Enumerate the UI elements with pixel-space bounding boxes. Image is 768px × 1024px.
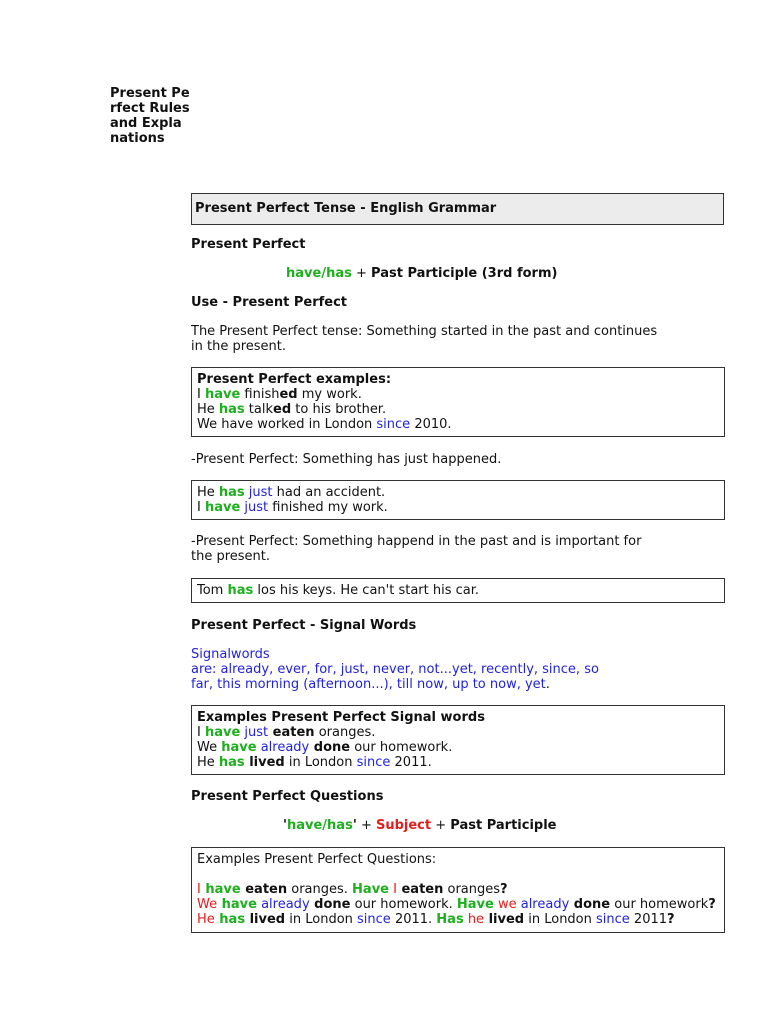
formula-aux: have/has [286,266,352,281]
heading-present-perfect: Present Perfect [191,237,306,252]
just-examples-box [191,480,725,520]
tom-example-box [191,578,725,603]
question-line: We have already done our homework. Have we already done our homework? [197,897,716,912]
example-line: We have worked in London since 2010. [197,417,452,432]
formula-rest: Past Participle (3rd form) [371,266,558,281]
main-content [191,193,724,927]
important-text [191,534,641,564]
example-line: He has lived in London since 2011. [197,755,432,770]
example-line: I have just eaten oranges. [197,725,376,740]
examples-title: Present Perfect examples: [197,372,392,387]
important-line1: -Present Perfect: Something happend in the past and is important for [191,534,642,549]
signal-examples-title: Examples Present Perfect Signal words [197,710,485,725]
example-line: He has just had an accident. [197,485,386,500]
example-line: We have already done our homework. [197,740,453,755]
use-description-line1: The Present Perfect tense: Something started in the past and continues [191,324,658,339]
signal-examples-box [191,705,725,775]
signal-line2: are: already, ever, for, just, never, not...yet, recently, since, so [191,662,599,677]
banner: Present Perfect Tense - English Grammar [191,193,724,225]
just-happened-text: -Present Perfect: Something has just happened. [191,452,502,467]
document-title: Present Perfect Rules and Explanations [110,86,190,146]
formula [286,266,557,281]
question-examples-title: Examples Present Perfect Questions: [197,852,437,867]
question-line: I have eaten oranges. Have I eaten oranges? [197,882,508,897]
formula-plus: + [351,266,372,281]
use-description [191,324,657,354]
signal-line3: far, this morning (afternoon...), till now, up to now, yet. [191,677,550,692]
signal-line1: Signalwords [191,647,270,662]
example-line: I have just finished my work. [197,500,388,515]
question-formula: 'have/has' + Subject + Past Participle [283,818,557,833]
heading-signal-words: Present Perfect - Signal Words [191,618,417,633]
signal-words-list [191,647,599,692]
heading-questions: Present Perfect Questions [191,789,384,804]
question-line: He has lived in London since 2011. Has he lived in London since 2011? [197,912,675,927]
heading-use: Use - Present Perfect [191,295,348,310]
example-line: I have finished my work. [197,387,362,402]
example-line: Tom has los his keys. He can't start his car. [197,583,480,598]
use-description-line2: in the present. [191,339,286,354]
question-examples-box [191,847,725,933]
examples-box [191,367,725,437]
important-line2: the present. [191,549,271,564]
example-line: He has talked to his brother. [197,402,387,417]
